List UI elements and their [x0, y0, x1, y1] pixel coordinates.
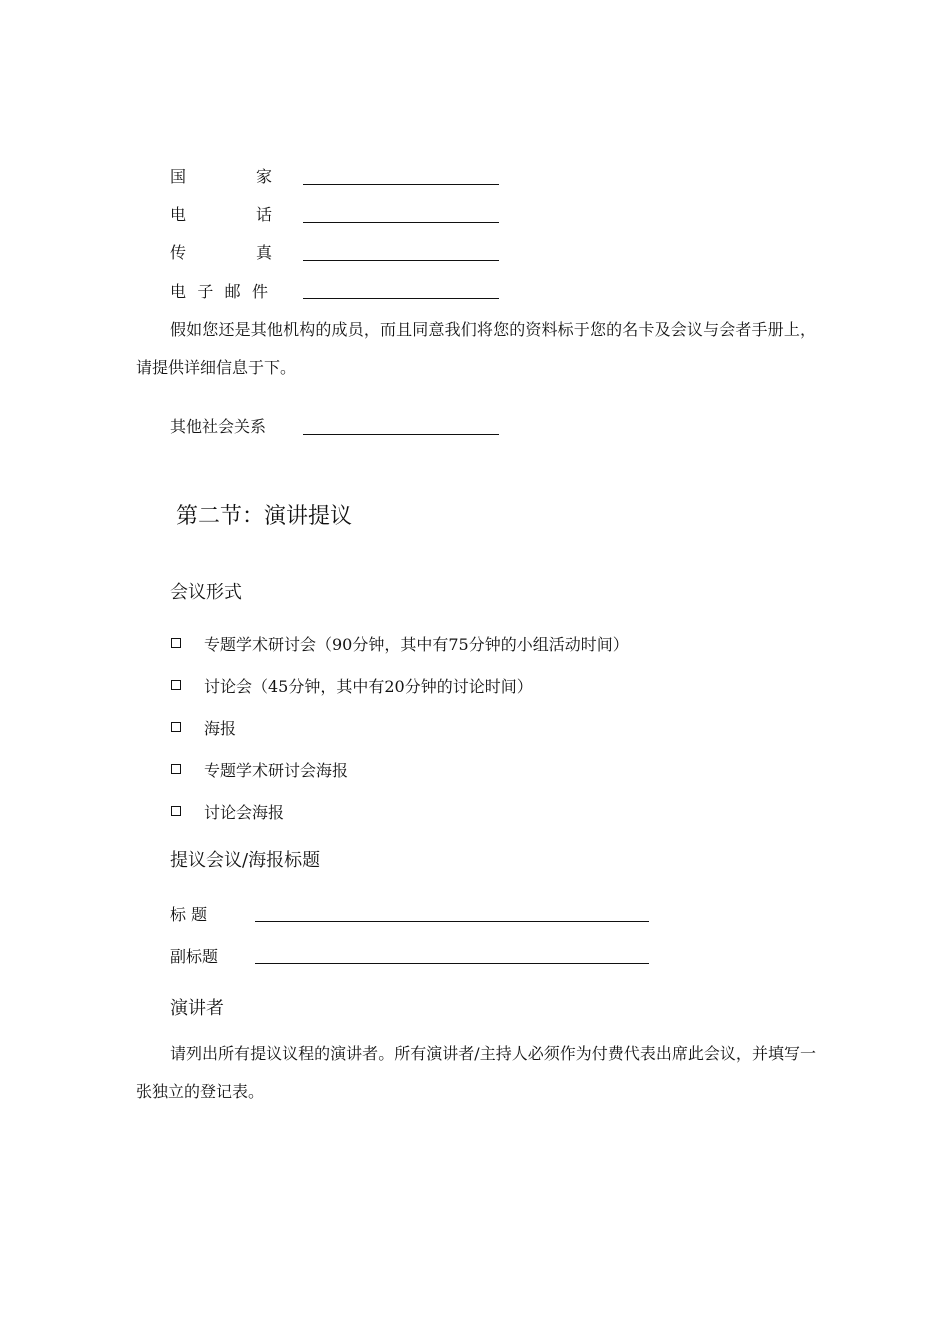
format-heading: 会议形式	[170, 582, 242, 603]
email-label: 电 子 邮 件	[170, 282, 268, 301]
option-checkbox-3[interactable]	[171, 722, 181, 732]
fax-field[interactable]	[303, 260, 499, 261]
speakers-paragraph: 请列出所有提议议程的演讲者。所有演讲者/主持人必须作为付费代表出席此会议，并填写一张独立的登记表。	[136, 1044, 816, 1101]
title-field[interactable]	[255, 921, 649, 922]
option-label-3: 海报	[204, 719, 237, 738]
option-label-4: 专题学术研讨会海报	[204, 761, 349, 780]
title-label: 标 题	[170, 905, 208, 924]
option-checkbox-4[interactable]	[171, 764, 181, 774]
option-label-5: 讨论会海报	[204, 803, 285, 822]
phone-label: 电 话	[170, 205, 272, 224]
section-heading: 第二节：演讲提议	[176, 504, 353, 529]
option-checkbox-1[interactable]	[171, 638, 181, 648]
membership-paragraph: 假如您还是其他机构的成员，而且同意我们将您的资料标于您的名卡及会议与会者手册上，请提供详细信息于下。	[136, 320, 816, 377]
country-field[interactable]	[303, 184, 499, 185]
title-heading: 提议会议/海报标题	[170, 850, 321, 871]
option-label-2: 讨论会（45分钟，其中有20分钟的讨论时间）	[204, 677, 533, 696]
option-checkbox-5[interactable]	[171, 806, 181, 816]
phone-field[interactable]	[303, 222, 499, 223]
other-relations-label: 其他社会关系	[170, 417, 267, 436]
option-checkbox-2[interactable]	[171, 680, 181, 690]
subtitle-label: 副标题	[170, 947, 219, 966]
fax-label: 传 真	[170, 243, 272, 262]
country-label: 国 家	[170, 167, 272, 186]
speakers-heading: 演讲者	[170, 998, 224, 1019]
option-label-1: 专题学术研讨会（90分钟，其中有75分钟的小组活动时间）	[204, 635, 629, 654]
other-relations-field[interactable]	[303, 434, 499, 435]
subtitle-field[interactable]	[255, 963, 649, 964]
email-field[interactable]	[303, 298, 499, 299]
